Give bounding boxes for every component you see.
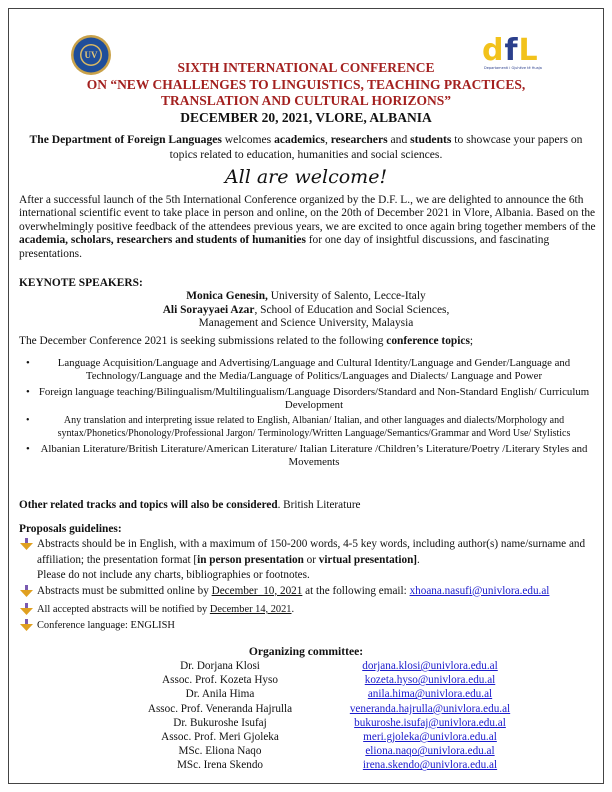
member-name: Dr. Anila Hima <box>185 688 255 701</box>
committee-member <box>110 659 530 673</box>
description-paragraph: After a successful launch of the 5th International Conference organized by the D.F. L., we are delighted to announce the 6th international scientific event to take place in person and online, on the 20th of December 2021 in Vlore, Albania. Based on the overwhelmingly positive feedback of the attendees previous years, we are excited to once again bring together members of the academia, scholars, researchers and students of humanities for one day of insightful discussions, and fascinating presentations. <box>19 194 596 260</box>
keynote-heading: KEYNOTE SPEAKERS: <box>19 277 143 289</box>
committee-member <box>110 673 530 687</box>
member-name: Assoc. Prof. Kozeta Hyso <box>162 674 278 687</box>
committee-heading: Organizing committee: <box>248 645 364 658</box>
svg-text:UV: UV <box>84 50 98 60</box>
member-name: MSc. Irena Skendo <box>176 759 264 772</box>
guideline-item: Abstracts should be in English, with a maximum of 150-200 words, 4-5 key words, including author(s) name/surname and affiliation; the presentation format [in person presentation or virtual presentation]. Please do not include any charts, bibliographies or footnotes. <box>19 537 604 584</box>
member-email-link[interactable]: kozeta.hyso@univlora.edu.al <box>364 674 496 687</box>
topic-item: • Foreign language teaching/Bilingualism/Multilingualism/Language Disorders/Standard and Non-Standard English/ Curriculum Development <box>24 386 594 413</box>
member-email-link[interactable]: bukuroshe.isufaj@univlora.edu.al <box>354 716 506 729</box>
topic-item: • Language Acquisition/Language and Advertising/Language and Cultural Identity/Language and Gender/Language and Technology/Language and the Media/Language of Politics/Languages and Dialects/ Language and Power <box>24 357 594 384</box>
member-name: Dr. Dorjana Klosi <box>180 660 260 672</box>
arrow-down-bullet-icon <box>20 603 33 615</box>
conference-title: SIXTH INTERNATIONAL CONFERENCE ON “NEW CHALLENGES TO LINGUISTICS, TEACHING PRACTICES, TRANSLATION AND CULTURAL HORIZONS” DECEMBER 20, 2021, VLORE, ALBANIA <box>86 60 526 125</box>
committee-member <box>110 702 530 716</box>
member-email-link[interactable]: dorjana.klosi@univlora.edu.al <box>362 660 498 672</box>
committee-member <box>110 687 530 701</box>
member-name: Assoc. Prof. Meri Gjoleka <box>161 731 279 744</box>
member-email-link[interactable]: meri.gjoleka@univlora.edu.al <box>363 731 497 744</box>
topic-item: • Any translation and interpreting issue related to English, Albanian/ Italian, and other languages and dialects/Morphology and syntax/Phonetics/Phonology/Professional Jargon/ Terminology/Written Language/Semantics/Grammar and Word Use/ Stylistics <box>24 414 594 441</box>
member-email-link[interactable]: eliona.naqo@univlora.edu.al <box>365 745 495 758</box>
guidelines-list <box>19 537 604 633</box>
arrow-down-bullet-icon <box>20 619 33 631</box>
dfl-logo: dfL Departamenti i Gjuhëve të Huaja <box>482 33 542 70</box>
committee-member <box>110 758 530 772</box>
topics-list <box>24 357 594 471</box>
keynote-speakers: Monica Genesin, University of Salento, Lecce-Italy Ali Sorayyaei Azar, School of Education and Social Sciences, Management and Science University, Malaysia <box>162 290 450 330</box>
arrow-down-bullet-icon <box>20 585 33 597</box>
welcome-heading: All are welcome! <box>224 166 388 188</box>
topics-intro: The December Conference 2021 is seeking submissions related to the following conference topics; <box>19 335 474 347</box>
member-email-link[interactable]: anila.hima@univlora.edu.al <box>367 688 493 701</box>
member-name: Assoc. Prof. Veneranda Hajrulla <box>147 702 293 715</box>
guideline-item: Conference language: ENGLISH <box>19 618 604 634</box>
topic-item: • Albanian Literature/British Literature/American Literature/ Italian Literature /Children’s Literature/Poetry /Literary Styles and Movements <box>24 443 594 470</box>
intro-text: The Department of Foreign Languages welcomes academics, researchers and students to showcase your papers on topics related to education, humanities and social sciences. <box>29 133 583 161</box>
guidelines-heading: Proposals guidelines: <box>19 523 122 535</box>
committee-member <box>110 730 530 744</box>
guideline-item: All accepted abstracts will be notified by December 14, 2021. <box>19 602 604 618</box>
member-name: MSc. Eliona Naqo <box>178 745 262 758</box>
committee-member <box>110 744 530 758</box>
member-email-link[interactable]: veneranda.hajrulla@univlora.edu.al <box>349 702 511 715</box>
arrow-down-bullet-icon <box>20 538 33 550</box>
other-tracks: Other related tracks and topics will also be considered. British Literature <box>19 499 361 511</box>
guideline-item: Abstracts must be submitted online by December 10, 2021 at the following email: xhoana.nasufi@univlora.edu.al <box>19 584 604 600</box>
submission-email-link[interactable]: xhoana.nasufi@univlora.edu.al <box>409 584 550 597</box>
committee-member <box>110 716 530 730</box>
member-email-link[interactable]: irena.skendo@univlora.edu.al <box>362 759 498 772</box>
committee-list <box>110 659 530 773</box>
member-name: Dr. Bukuroshe Isufaj <box>173 716 267 729</box>
